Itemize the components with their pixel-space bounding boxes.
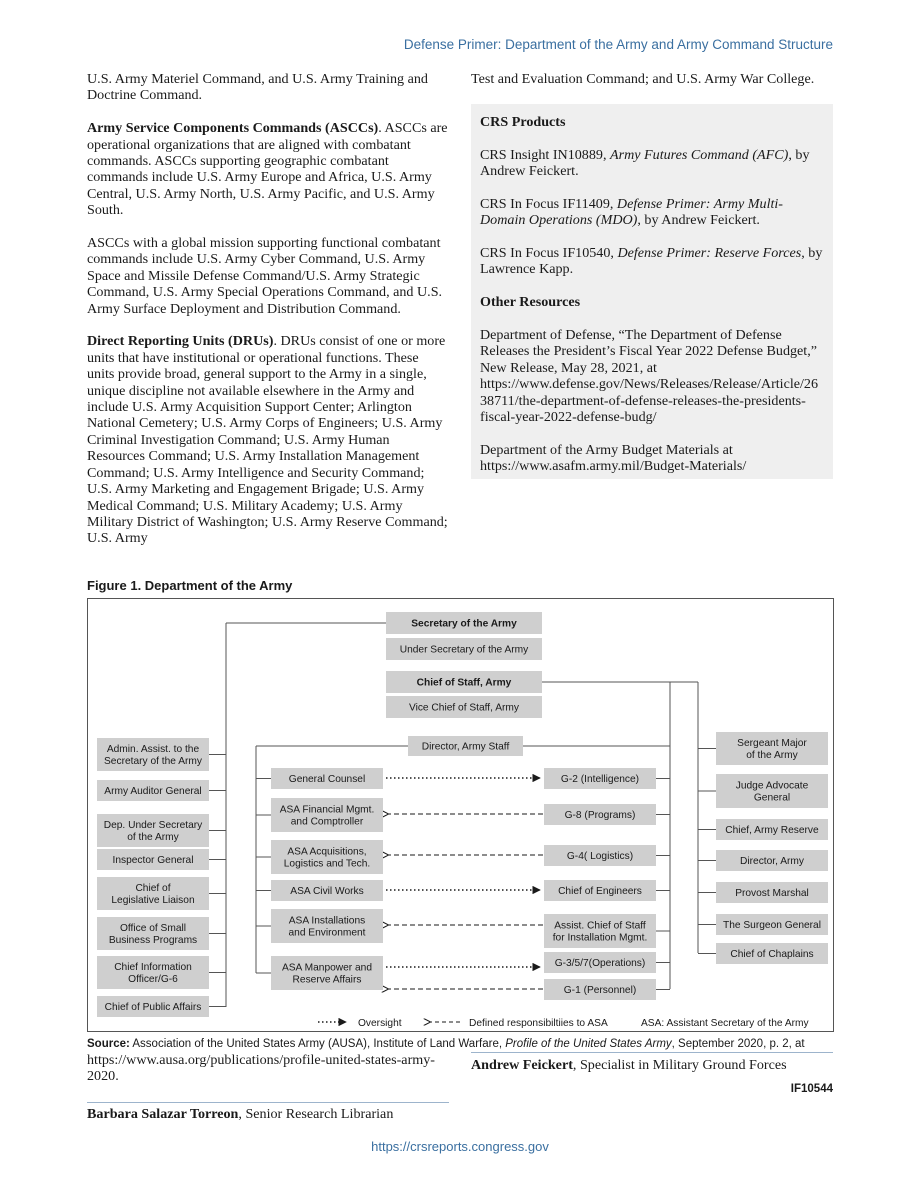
box-label: ASA Civil Works — [290, 886, 364, 897]
box-label: and Comptroller — [290, 816, 364, 828]
box-label: ASA Installations — [288, 915, 366, 927]
staff-box-right — [716, 943, 828, 964]
staff-box-left — [97, 780, 209, 801]
staff-box-left — [97, 849, 209, 870]
box-label: G-8 (Programs) — [564, 810, 636, 821]
staff-box-g — [544, 768, 656, 789]
box-label: Chief Information — [114, 962, 192, 973]
staff-box-left — [97, 917, 209, 950]
divider — [471, 1052, 833, 1053]
box-label: Secretary of the Army — [104, 756, 202, 767]
box-label: Under Secretary of the Army — [399, 644, 529, 656]
asa-box — [271, 909, 383, 943]
box-label: ASA Acquisitions, — [287, 846, 367, 858]
staff-box-right — [716, 819, 828, 840]
document-id: IF10544 — [790, 1083, 833, 1095]
divider — [87, 1102, 449, 1103]
box-label: for Installation Mgmt. — [552, 932, 648, 944]
figure-title: Figure 1. Department of the Army — [87, 578, 293, 593]
legend-oversight: Oversight — [358, 1018, 402, 1029]
org-chart — [87, 598, 834, 1032]
box-label: Inspector General — [112, 855, 194, 866]
box-label: Director, Army Staff — [421, 741, 510, 753]
box-label: Dep. Under Secretary — [103, 820, 203, 831]
crs-product: CRS Insight IN10889, Army Futures Command (AFC), by Andrew Feickert. — [480, 146, 810, 179]
source-url[interactable]: https://www.ausa.org/publications/profile-united-states-army-2020. — [87, 1052, 435, 1085]
box-label: Office of Small — [119, 923, 187, 934]
staff-box-right — [716, 732, 828, 765]
box-label: Officer/G-6 — [128, 974, 178, 985]
box-label: and Environment — [288, 927, 366, 939]
paragraph: ASCCs with a global mission supporting functional combatant commands include U.S. Army Cyber Command, U.S. Army Space and Missile Defense Command/U.S. Army Strategic Command, U.S. Army Special Operations Command, and U.S. Army Surface Deployment and Distribution Command. — [87, 235, 443, 317]
crs-product: CRS In Focus IF11409, Defense Primer: Army Multi-Domain Operations (MDO), by Andrew Feickert. — [480, 195, 784, 229]
box-label: Business Programs — [108, 935, 198, 946]
footer-url[interactable]: https://crsreports.congress.gov — [371, 1139, 549, 1154]
staff-box-left — [97, 956, 209, 989]
box-label: Chief of Engineers — [558, 886, 642, 897]
box-label: Sergeant Major — [737, 738, 807, 749]
crs-product: CRS In Focus IF10540, Defense Primer: Reserve Forces, by Lawrence Kapp. — [480, 245, 823, 278]
staff-box-left — [97, 814, 209, 847]
box-label: Judge Advocate — [735, 780, 809, 792]
box-label: of the Army — [127, 832, 179, 843]
box-label: Chief of Staff, Army — [416, 677, 512, 689]
other-resources-heading: Other Resources — [480, 294, 581, 311]
box-label: Vice Chief of Staff, Army — [408, 702, 520, 714]
asa-box — [271, 798, 383, 832]
box-label: G-1 (Personnel) — [563, 985, 637, 996]
asa-box — [271, 956, 383, 990]
staff-box-left — [97, 738, 209, 771]
box-label: Legislative Liaison — [111, 895, 195, 906]
box-label: General Counsel — [288, 774, 366, 785]
box-label: ASA Financial Mgmt. — [279, 804, 375, 816]
running-header: Defense Primer: Department of the Army and Army Command Structure — [403, 37, 833, 52]
staff-box-g — [544, 804, 656, 825]
staff-box-g — [544, 880, 656, 901]
staff-box-g — [544, 914, 656, 948]
box-label: ASA Manpower and — [281, 962, 373, 974]
leadership-box — [386, 612, 542, 634]
paragraph: Test and Evaluation Command; and U.S. Army War College. — [471, 71, 815, 87]
box-label: of the Army — [746, 750, 798, 761]
figure-source: Source: Association of the United States Army (AUSA), Institute of Land Warfare, Profile of the United States Army, September 2020, p. 2, at — [87, 1038, 805, 1050]
box-label: Secretary of the Army — [411, 618, 517, 630]
paragraph: U.S. Army Materiel Command, and U.S. Army Training and Doctrine Command. — [87, 71, 428, 104]
box-label: The Surgeon General — [723, 920, 821, 931]
resource-link[interactable]: Department of Defense, “The Department of Defense Releases the President’s Fiscal Year 2022 Defense Budget,” New Release, May 28, 2021, at https://www.defense.gov/News/Releases/Release/Article/2638711/the-department-of-defense-releases-the-presidents-fiscal-year-2022-defense-budg/ — [480, 327, 819, 426]
leadership-box — [386, 638, 542, 660]
resources-box — [471, 104, 833, 479]
asa-box — [271, 880, 383, 901]
asa-box — [271, 840, 383, 874]
staff-box-left — [97, 996, 209, 1017]
box-label: Chief of — [135, 883, 171, 894]
box-label: Provost Marshal — [735, 888, 809, 899]
crs-products-heading: CRS Products — [480, 113, 566, 130]
asa-box — [271, 768, 383, 789]
left-column — [87, 71, 449, 563]
box-label: Director, Army — [740, 856, 804, 867]
staff-box-right — [716, 850, 828, 871]
author-info: Barbara Salazar Torreon, Senior Research Librarian — [87, 1106, 394, 1122]
box-label: G-2 (Intelligence) — [560, 774, 640, 785]
box-label: G-4( Logistics) — [566, 851, 634, 862]
box-label: G-3/5/7(Operations) — [554, 958, 646, 969]
box-label: Assist. Chief of Staff — [554, 920, 646, 932]
staff-box-g — [544, 952, 656, 973]
box-label: General — [753, 792, 791, 804]
staff-box-right — [716, 914, 828, 935]
leadership-box — [386, 671, 542, 693]
ascc-heading: Army Service Components Commands (ASCCs) — [87, 120, 379, 137]
staff-box-g — [544, 845, 656, 866]
staff-box-g — [544, 979, 656, 1000]
staff-box-right — [716, 882, 828, 903]
paragraph: Army Service Components Commands (ASCCs). ASCCs are operational organizations that are aligned with combatant commands. ASCCs supporting geographic combatant commands include U.S. Army Europe and Africa, U.S. Army Central, U.S. Army North, U.S. Army Pacific, and U.S. Army South. — [87, 120, 448, 219]
right-column — [471, 71, 833, 479]
author-info: Andrew Feickert, Specialist in Military Ground Forces — [471, 1057, 787, 1073]
dru-heading: Direct Reporting Units (DRUs) — [87, 333, 274, 350]
paragraph: Direct Reporting Units (DRUs). DRUs consist of one or more units that have institutional or operational functions. These units provide broad, general support to the Army in a single, unique discipline not available elsewhere in the Army and include U.S. Army Acquisition Support Center; Arlington National Cemetery; U.S. Army Corps of Engineers; U.S. Army Criminal Investigation Command; U.S. Army Human Resources Command; U.S. Army Installation Management Command; U.S. Army Intelligence and Security Command; U.S. Army Marketing and Engagement Brigade; U.S. Army Medical Command; U.S. Military Academy; U.S. Army Military District of Washington; U.S. Army Reserve Command; U.S. Army — [87, 333, 448, 547]
director-box — [408, 736, 523, 756]
box-label: Admin. Assist. to the — [106, 744, 200, 755]
leadership-box — [386, 696, 542, 718]
legend-defined: Defined responsibiltiies to ASA — [469, 1018, 608, 1029]
box-label: Logistics and Tech. — [283, 858, 371, 870]
org-chart-svg — [88, 599, 833, 1031]
box-label: Chief of Public Affairs — [104, 1002, 202, 1013]
box-label: Army Auditor General — [104, 786, 202, 797]
resource-link[interactable]: Department of the Army Budget Materials at https://www.asafm.army.mil/Budget-Materials/ — [480, 441, 747, 475]
box-label: Reserve Affairs — [292, 974, 362, 986]
staff-box-left — [97, 877, 209, 910]
box-label: Chief, Army Reserve — [725, 825, 819, 836]
legend-asa: ASA: Assistant Secretary of the Army — [641, 1018, 809, 1029]
box-label: Chief of Chaplains — [730, 949, 814, 960]
staff-box-right — [716, 774, 828, 808]
